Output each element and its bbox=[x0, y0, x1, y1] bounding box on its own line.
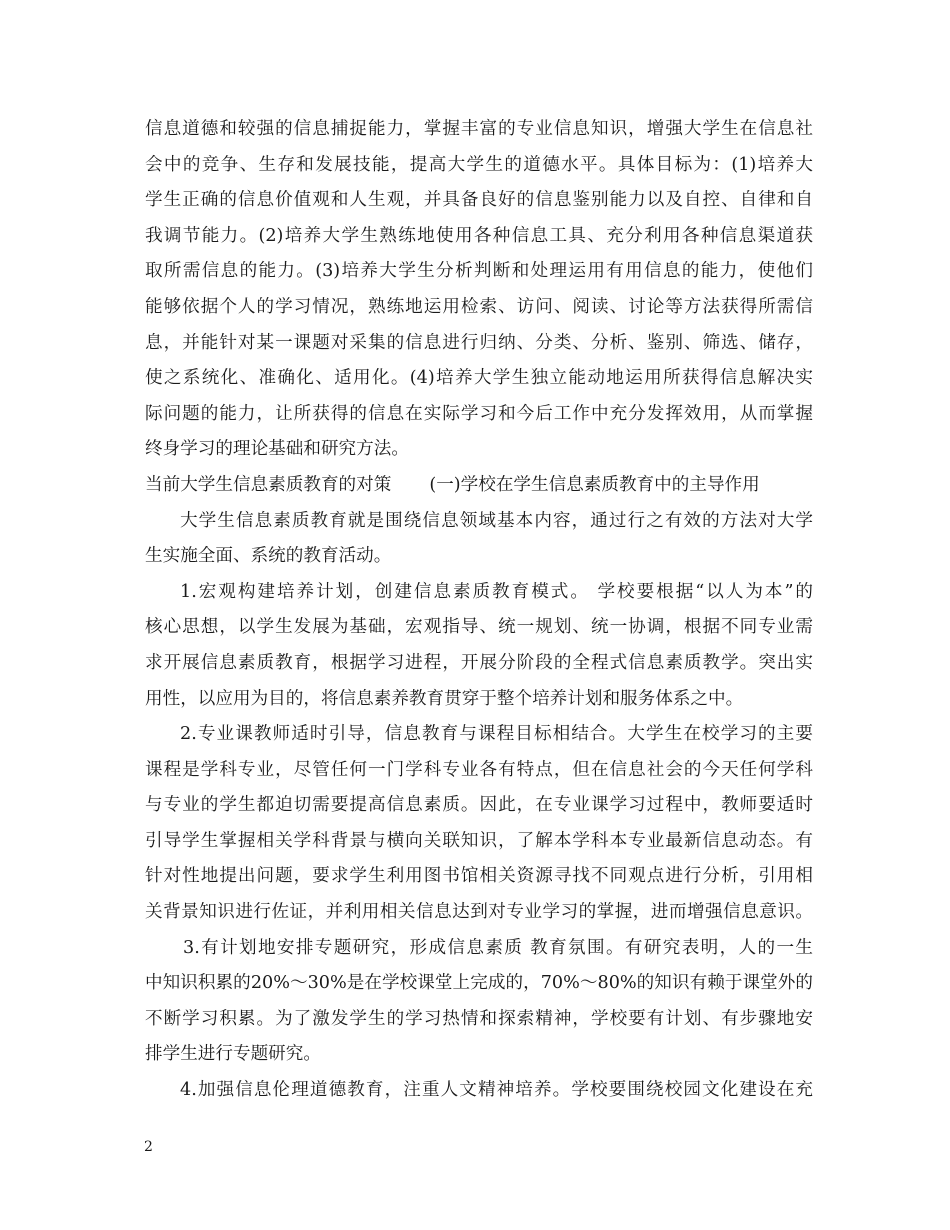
text-line: 信息道德和较强的信息捕捉能力，掌握丰富的专业信息知识，增强大学生在信息社 bbox=[145, 119, 813, 139]
text-line: 能够依据个人的学习情况，熟练地运用检索、访问、阅读、讨论等方法获得所需信 bbox=[145, 296, 813, 317]
text-line: 我调节能力。(2)培养大学生熟练地使用各种信息工具、充分利用各种信息渠道获 bbox=[145, 225, 813, 246]
text-line: 课程是学科专业，尽管任何一门学科专业各有特点，但在信息社会的今天任何学科 bbox=[145, 759, 813, 780]
text-line: 使之系统化、准确化、适用化。(4)培养大学生独立能动地运用所获得信息解决实 bbox=[145, 368, 813, 389]
text-line: 际问题的能力，让所获得的信息在实际学习和今后工作中充分发挥效用，从而掌握 bbox=[145, 403, 813, 424]
page-number: 2 bbox=[144, 1139, 153, 1155]
text-line: 大学生信息素质教育就是围绕信息领域基本内容，通过行之有效的方法对大学 bbox=[180, 510, 813, 531]
text-line: 求开展信息素质教育，根据学习进程，开展分阶段的全程式信息素质教学。突出实 bbox=[145, 652, 813, 673]
text-line: 学生正确的信息价值观和人生观，并具备良好的信息鉴别能力以及自控、自律和自 bbox=[145, 190, 813, 211]
text-line: 引导学生掌握相关学科背景与横向关联知识，了解本学科本专业最新信息动态。有 bbox=[145, 830, 813, 851]
text-line: 1.宏观构建培养计划，创建信息素质教育模式。 学校要根据“以人为本”的 bbox=[180, 581, 813, 602]
paragraph-5 bbox=[145, 1073, 813, 1109]
text-line: 取所需信息的能力。(3)培养大学生分析判断和处理运用有用信息的能力，使他们 bbox=[145, 261, 813, 282]
text-line: 关背景知识进行佐证，并利用相关信息达到对专业学习的掌握，进而增强信息意识。 bbox=[145, 902, 813, 923]
text-line: 排学生进行专题研究。 bbox=[145, 1044, 321, 1065]
text-line: 息，并能针对某一课题对采集的信息进行归纳、分类、分析、鉴别、筛选、储存， bbox=[145, 332, 813, 353]
text-line: 3.有计划地安排专题研究，形成信息素质 教育氛围。有研究表明，人的一生 bbox=[183, 937, 813, 958]
text-line: 用性，以应用为目的，将信息素养教育贯穿于整个培养计划和服务体系之中。 bbox=[145, 688, 744, 709]
section-heading-row bbox=[145, 468, 813, 504]
text-line: 中知识积累的20%～30%是在学校课堂上完成的，70%～80%的知识有赖于课堂外的 bbox=[145, 973, 813, 994]
text-line: 与专业的学生都迫切需要提高信息素质。因此，在专业课学习过程中，教师要适时 bbox=[145, 795, 813, 816]
text-line: 2.专业课教师适时引导，信息教育与课程目标相结合。大学生在校学习的主要 bbox=[180, 724, 813, 745]
paragraph-intro bbox=[145, 112, 813, 468]
text-line: 生实施全面、系统的教育活动。 bbox=[145, 546, 392, 567]
paragraph-2 bbox=[145, 575, 813, 717]
section-heading: 当前大学生信息素质教育的对策 bbox=[145, 474, 392, 495]
text-line: 针对性地提出问题，要求学生利用图书馆相关资源寻找不同观点进行分析，引用相 bbox=[145, 866, 813, 887]
paragraph-4 bbox=[145, 931, 813, 1073]
text-line: 终身学习的理论基础和研究方法。 bbox=[145, 439, 409, 460]
paragraph-1 bbox=[145, 504, 813, 575]
text-line: 会中的竞争、生存和发展技能，提高大学生的道德水平。具体目标为：(1)培养大 bbox=[145, 154, 813, 175]
text-line: 4.加强信息伦理道德教育，注重人文精神培养。学校要围绕校园文化建设在充 bbox=[180, 1080, 813, 1101]
paragraph-3 bbox=[145, 717, 813, 931]
text-line: 不断学习积累。为了激发学生的学习热情和探索精神，学校要有计划、有步骤地安 bbox=[145, 1008, 813, 1029]
body-text bbox=[145, 112, 813, 1109]
subsection-heading: (一)学校在学生信息素质教育中的主导作用 bbox=[429, 474, 760, 495]
text-line: 核心思想，以学生发展为基础，宏观指导、统一规划、统一协调，根据不同专业需 bbox=[145, 617, 813, 638]
